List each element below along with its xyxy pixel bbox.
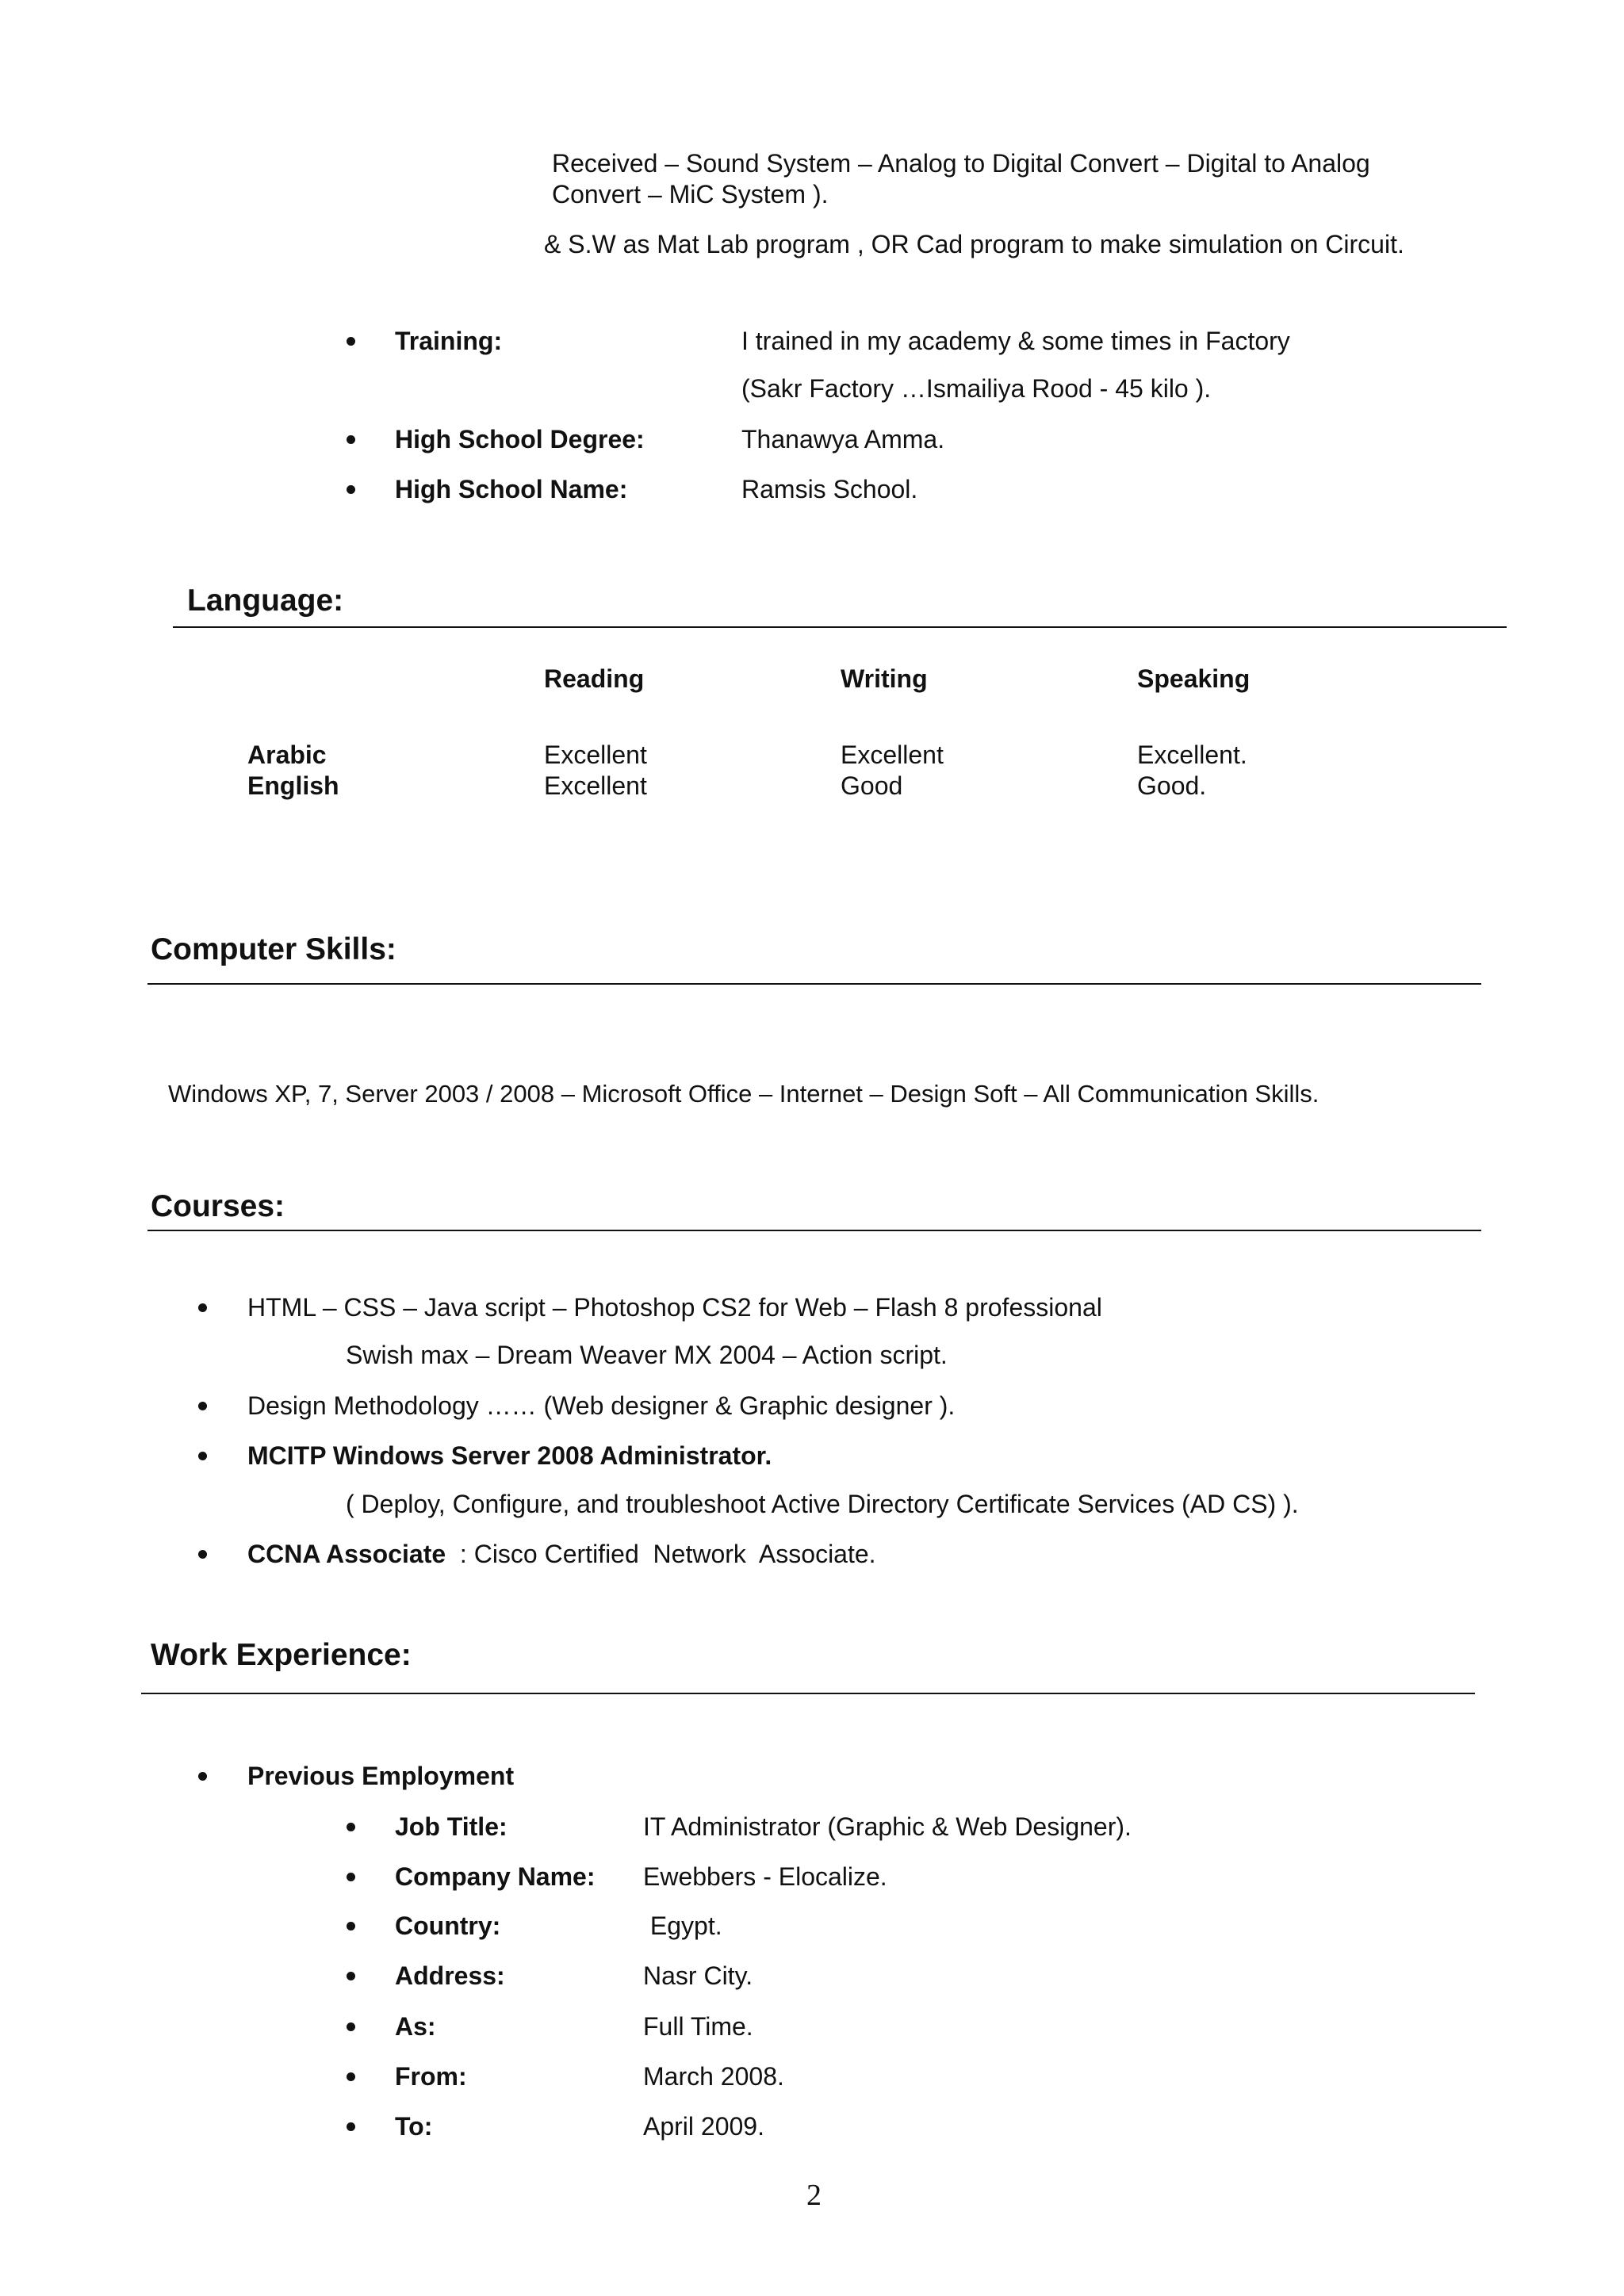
bullet-icon	[347, 485, 355, 494]
bullet-icon	[198, 1303, 207, 1312]
bullet-icon	[198, 1452, 207, 1460]
company-name-value: Ewebbers - Elocalize.	[643, 1862, 887, 1891]
computer-skills-text: Windows XP, 7, Server 2003 / 2008 – Microsoft Office – Internet – Design Soft – All Communication Skills.	[168, 1080, 1320, 1108]
address-label: Address:	[395, 1961, 505, 1990]
as-value: Full Time.	[643, 2012, 753, 2041]
bullet-icon	[198, 1550, 207, 1559]
bullet-icon	[347, 1823, 355, 1831]
language-english: English	[247, 771, 339, 800]
country-value: Egypt.	[643, 1911, 722, 1940]
address-value: Nasr City.	[643, 1961, 753, 1990]
work-experience-heading: Work Experience:	[151, 1638, 412, 1672]
arabic-speaking: Excellent.	[1137, 740, 1247, 769]
bullet-icon	[198, 1772, 207, 1781]
course-ccna-title: CCNA Associate	[247, 1540, 446, 1568]
english-reading: Excellent	[544, 771, 647, 800]
training-label: Training:	[395, 327, 503, 355]
course-html-cont: Swish max – Dream Weaver MX 2004 – Action script.	[346, 1341, 948, 1369]
computer-skills-heading: Computer Skills:	[151, 932, 396, 966]
course-ccna-desc: : Cisco Certified Network Associate.	[446, 1540, 876, 1568]
job-title-label: Job Title:	[395, 1812, 508, 1841]
language-heading: Language:	[187, 584, 344, 618]
col-speaking: Speaking	[1137, 664, 1251, 693]
course-mcitp: MCITP Windows Server 2008 Administrator.	[247, 1441, 772, 1470]
bullet-icon	[347, 435, 355, 444]
company-name-label: Company Name:	[395, 1862, 596, 1891]
training-value-cont: (Sakr Factory …Ismailiya Rood - 45 kilo ).	[741, 374, 1212, 403]
from-value: March 2008.	[643, 2062, 784, 2091]
col-reading: Reading	[544, 664, 645, 693]
english-speaking: Good.	[1137, 771, 1207, 800]
bullet-icon	[347, 2022, 355, 2031]
course-design-methodology: Design Methodology …… (Web designer & Graphic designer ).	[247, 1391, 956, 1420]
intro-line-1: Received – Sound System – Analog to Digital Convert – Digital to Analog	[552, 149, 1370, 178]
page-number: 2	[806, 2179, 822, 2212]
bullet-icon	[347, 1972, 355, 1980]
computer-skills-rule	[147, 983, 1481, 985]
intro-line-2: Convert – MiC System ).	[552, 180, 829, 209]
country-label: Country:	[395, 1911, 501, 1940]
job-title-value: IT Administrator (Graphic & Web Designer).	[643, 1812, 1132, 1841]
arabic-reading: Excellent	[544, 740, 647, 769]
bullet-icon	[347, 2122, 355, 2131]
language-rule	[173, 626, 1507, 628]
course-ccna	[247, 1541, 876, 1567]
to-value: April 2009.	[643, 2112, 764, 2141]
intro-line-3: & S.W as Mat Lab program , OR Cad program to make simulation on Circuit.	[544, 230, 1404, 258]
course-html: HTML – CSS – Java script – Photoshop CS2 for Web – Flash 8 professional	[247, 1293, 1102, 1322]
as-label: As:	[395, 2012, 436, 2041]
course-mcitp-cont: ( Deploy, Configure, and troubleshoot Active Directory Certificate Services (AD CS) ).	[346, 1490, 1299, 1518]
arabic-writing: Excellent	[841, 740, 944, 769]
training-value: I trained in my academy & some times in Factory	[741, 327, 1290, 355]
bullet-icon	[347, 2072, 355, 2081]
high-school-degree-label: High School Degree:	[395, 425, 645, 453]
high-school-name-label: High School Name:	[395, 475, 628, 503]
bullet-icon	[347, 337, 355, 346]
high-school-name-value: Ramsis School.	[741, 475, 918, 503]
english-writing: Good	[841, 771, 903, 800]
from-label: From:	[395, 2062, 467, 2091]
high-school-degree-value: Thanawya Amma.	[741, 425, 945, 453]
work-experience-rule	[141, 1693, 1475, 1694]
to-label: To:	[395, 2112, 433, 2141]
language-arabic: Arabic	[247, 740, 327, 769]
courses-heading: Courses:	[151, 1189, 285, 1223]
courses-rule	[147, 1230, 1481, 1231]
bullet-icon	[198, 1402, 207, 1410]
bullet-icon	[347, 1873, 355, 1881]
previous-employment-label: Previous Employment	[247, 1762, 515, 1790]
bullet-icon	[347, 1922, 355, 1931]
col-writing: Writing	[841, 664, 928, 693]
